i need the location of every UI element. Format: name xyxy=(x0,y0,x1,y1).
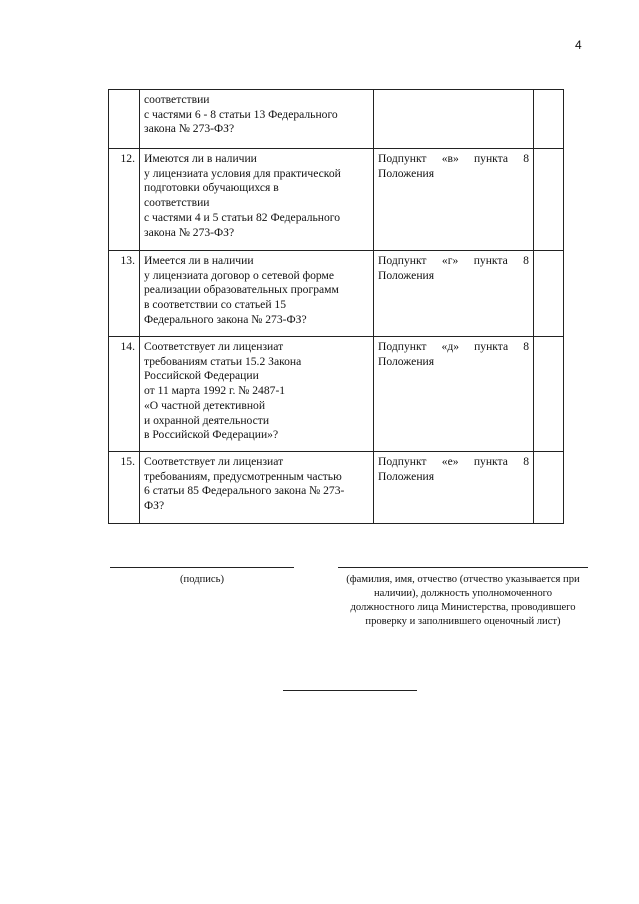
reference-line xyxy=(378,152,529,167)
reference-line-2: Положения xyxy=(378,166,435,180)
reference-cell xyxy=(374,149,534,251)
name-line xyxy=(338,567,588,568)
answer-cell[interactable] xyxy=(534,337,564,452)
footer-line xyxy=(283,690,417,691)
row-number xyxy=(109,90,140,149)
reference-word: пункта xyxy=(473,254,508,267)
reference-line xyxy=(378,455,529,470)
row-number: 13. xyxy=(109,251,140,337)
reference-word: «д» xyxy=(441,340,460,353)
reference-cell xyxy=(374,452,534,524)
reference-line-2: Положения xyxy=(378,354,435,368)
question-cell: Имеются ли в наличии у лицензиата условия для практической подготовки обучающихся в соответствии с частями 4 и 5 статьи 82 Федерального закона № 273-ФЗ? xyxy=(140,149,374,251)
answer-cell[interactable] xyxy=(534,149,564,251)
reference-word: «г» xyxy=(441,254,459,267)
reference-word: «в» xyxy=(441,152,459,165)
question-cell: Имеется ли в наличии у лицензиата договор о сетевой форме реализации образовательных программ в соответствии со статьей 15 Федерального закона № 273-ФЗ? xyxy=(140,251,374,337)
signature-line xyxy=(110,567,294,568)
signature-caption: (подпись) xyxy=(180,574,224,585)
row-number: 15. xyxy=(109,452,140,524)
reference-word: Подпункт xyxy=(378,455,427,468)
reference-line-2: Положения xyxy=(378,469,435,483)
table-row xyxy=(109,149,564,251)
reference-cell xyxy=(374,337,534,452)
answer-cell[interactable] xyxy=(534,452,564,524)
table-row xyxy=(109,452,564,524)
reference-word: 8 xyxy=(523,152,529,165)
reference-word: Подпункт xyxy=(378,254,427,267)
reference-word: 8 xyxy=(523,455,529,468)
reference-word: пункта xyxy=(473,455,508,468)
row-number: 14. xyxy=(109,337,140,452)
table-row xyxy=(109,251,564,337)
reference-word: «е» xyxy=(441,455,459,468)
reference-word: Подпункт xyxy=(378,152,427,165)
name-caption: (фамилия, имя, отчество (отчество указывается при наличии), должность уполномоченного должностного лица Министерства, проводившего проверку и заполнившего оценочный лист) xyxy=(346,574,580,627)
answer-cell[interactable] xyxy=(534,90,564,149)
question-cell: соответствии с частями 6 - 8 статьи 13 Федерального закона № 273-ФЗ? xyxy=(140,90,374,149)
reference-line xyxy=(378,254,529,269)
reference-word: пункта xyxy=(474,340,509,353)
reference-word: 8 xyxy=(523,340,529,353)
question-cell: Соответствует ли лицензиат требованиям, предусмотренным частью 6 статьи 85 Федерального закона № 273- ФЗ? xyxy=(140,452,374,524)
table-row xyxy=(109,337,564,452)
reference-cell xyxy=(374,251,534,337)
reference-line xyxy=(378,340,529,355)
checklist-table xyxy=(108,89,564,524)
reference-word: Подпункт xyxy=(378,340,427,353)
page-number: 4 xyxy=(575,38,582,52)
reference-word: пункта xyxy=(473,152,508,165)
reference-cell xyxy=(374,90,534,149)
row-number: 12. xyxy=(109,149,140,251)
question-cell: Соответствует ли лицензиат требованиям статьи 15.2 Закона Российской Федерации от 11 марта 1992 г. № 2487-1 «О частной детективной и охранной деятельности в Российской Федерации»? xyxy=(140,337,374,452)
table-row xyxy=(109,90,564,149)
reference-word: 8 xyxy=(523,254,529,267)
reference-line-2: Положения xyxy=(378,268,435,282)
answer-cell[interactable] xyxy=(534,251,564,337)
